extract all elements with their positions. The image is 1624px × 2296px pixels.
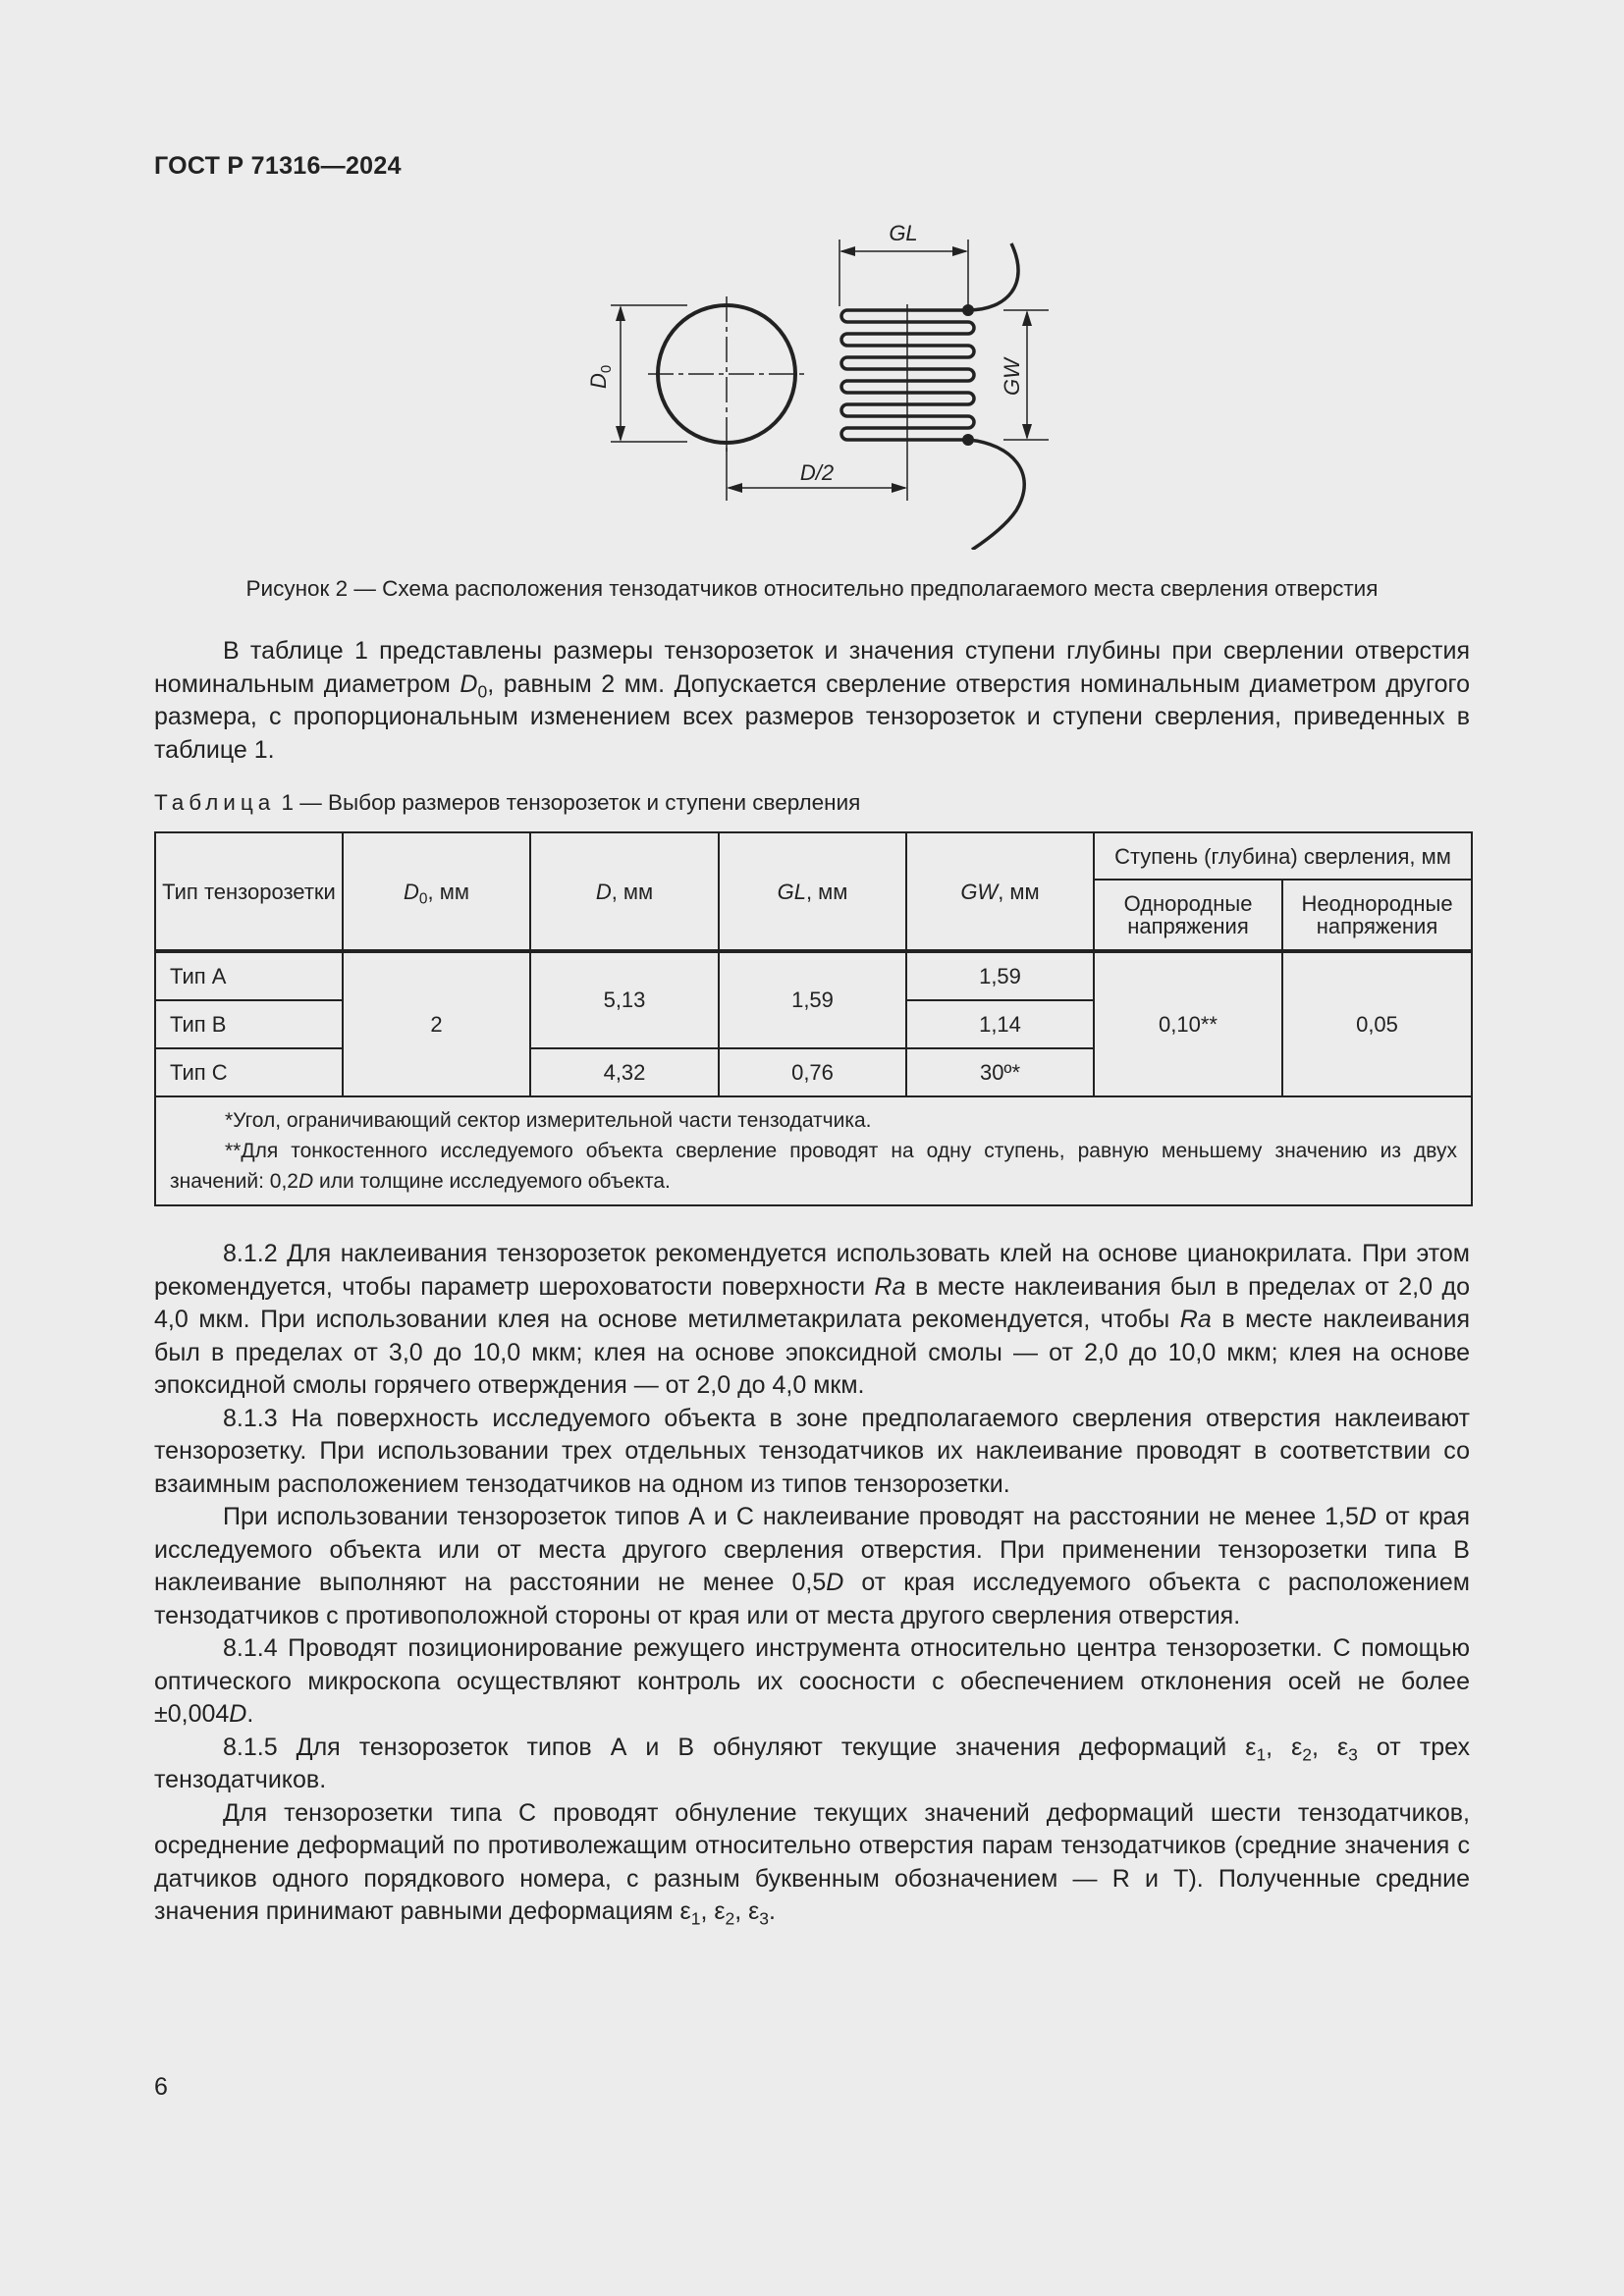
- header-step-group: Ступень (глубина) сверления, мм: [1094, 832, 1472, 880]
- header-d0: $D_0$, мм: [343, 832, 530, 951]
- paragraph-8-1-4: 8.1.4 Проводят позиционирование режущего инструмента относительно центра тензорозетки. С помощью оптического микроскопа осуществляют контроль их соосности с обеспечением отклонения осей не более ±0,004D.: [154, 1634, 1470, 1728]
- label-d0: $D_0$: [586, 364, 615, 389]
- cell-gl-ab: 1,59: [719, 951, 906, 1048]
- header-gl: GL, мм: [719, 832, 906, 951]
- lead-wire-bottom: [968, 440, 1024, 550]
- paragraph-8-1-3-cont: При использовании тензорозеток типов А и С наклеивание проводят на расстоянии не менее 1,5D от края исследуемого объекта или от места другого сверления отверстия. При применении тензорозетки типа В наклеивание выполняют на расстоянии не менее 0,5D от края исследуемого объекта с расположением тензодатчиков с противоположной стороны от края или от места другого сверления отверстия.: [154, 1503, 1470, 1629]
- cell-type: Тип А: [155, 951, 343, 1000]
- cell-d-ab: 5,13: [530, 951, 719, 1048]
- lead-wire-top: [968, 243, 1018, 310]
- cell-d0: 2: [343, 951, 530, 1096]
- header-homogeneous: Однородные напряжения: [1094, 880, 1282, 951]
- table-note-2: **Для тонкостенного исследуемого объекта сверление проводят на одну ступень, равную меньшему значению из двух значений: 0,2D или толщине исследуемого объекта.: [170, 1140, 1457, 1193]
- cell-type: Тип С: [155, 1048, 343, 1096]
- table-sizes: [154, 831, 1473, 1206]
- paragraph-8-1-3: 8.1.3 На поверхность исследуемого объекта в зоне предполагаемого сверления отверстия наклеивают тензорозетку. При использовании трех отдельных тензодатчиков их наклеивание проводят в соответствии со взаимным расположением тензодатчиков на одном из типов тензорозетки.: [154, 1404, 1470, 1498]
- strain-gauge-diagram: [0, 216, 1624, 550]
- document-code: ГОСТ Р 71316—2024: [154, 152, 402, 180]
- label-gl: GL: [889, 221, 918, 245]
- cell-inhomogeneous: 0,05: [1282, 951, 1472, 1096]
- cell-d: 4,32: [530, 1048, 719, 1096]
- header-gw: GW, мм: [906, 832, 1094, 951]
- paragraph-8-1-5-cont: Для тензорозетки типа С проводят обнуление текущих значений деформаций шести тензодатчиков, осреднение деформаций по противолежащим относительно отверстия парам тензодатчиков (средние значения с датчиков одного порядкового номера, с разным буквенным обозначением — R и T). Полученные средние значения принимают равными деформациям $\varepsilon_1$, $\varepsilon_2$, $\varepsilon_3$.: [154, 1798, 1470, 1929]
- cell-gw: 30º*: [906, 1048, 1094, 1096]
- cell-homogeneous: 0,10**: [1094, 951, 1282, 1096]
- figure-strain-gauge-layout: [0, 216, 1624, 550]
- cell-gl: 0,76: [719, 1048, 906, 1096]
- table-row: [155, 951, 1472, 1000]
- table-header-row: [155, 832, 1472, 880]
- cell-gw: 1,14: [906, 1000, 1094, 1048]
- table-note-1: *Угол, ограничивающий сектор измерительной части тензодатчика.: [225, 1109, 872, 1132]
- header-type: Тип тензорозетки: [155, 832, 343, 951]
- intro-paragraph: В таблице 1 представлены размеры тензорозеток и значения ступени глубины при сверлении отверстия номинальным диаметром $D_0$, равным 2 мм. Допускается сверление отверстия номинальным диаметром другого размера, с пропорциональным изменением всех размеров тензорозеток и ступени сверления, приведенных в таблице 1.: [154, 637, 1471, 764]
- page-number: 6: [154, 2073, 168, 2101]
- header-inhomogeneous: Неоднородные напряжения: [1282, 880, 1472, 951]
- label-gw: GW: [1000, 358, 1024, 396]
- paragraph-8-1-2: 8.1.2 Для наклеивания тензорозеток рекомендуется использовать клей на основе цианокрилата. При этом рекомендуется, чтобы параметр шероховатости поверхности Ra в месте наклеивания был в пределах от 2,0 до 4,0 мкм. При использовании клея на основе метилметакрилата рекомендуется, чтобы Ra в месте наклеивания был в пределах от 3,0 до 10,0 мкм; клея на основе эпоксидной смолы — от 2,0 до 10,0 мкм; клея на основе эпоксидной смолы горячего отверждения — от 2,0 до 4,0 мкм.: [154, 1240, 1470, 1399]
- solder-point-top: [962, 304, 974, 316]
- cell-type: Тип В: [155, 1000, 343, 1048]
- table-notes: [155, 1096, 1472, 1205]
- solder-point-bottom: [962, 434, 974, 446]
- paragraph-8-1-5: 8.1.5 Для тензорозеток типов А и В обнуляют текущие значения деформаций $\varepsilon_1$, $\varepsilon_2$, $\varepsilon_3$ от трех тензодатчиков.: [154, 1733, 1470, 1793]
- table-notes-row: [155, 1096, 1472, 1205]
- header-d: D, мм: [530, 832, 719, 951]
- figure-caption: Рисунок 2 — Схема расположения тензодатчиков относительно предполагаемого места сверления отверстия: [245, 576, 1379, 601]
- label-d-half: D/2: [799, 460, 835, 485]
- table-title: Таблица 1 — Выбор размеров тензорозеток и ступени сверления: [154, 790, 861, 815]
- body-text: [154, 1238, 1470, 1929]
- cell-gw: 1,59: [906, 951, 1094, 1000]
